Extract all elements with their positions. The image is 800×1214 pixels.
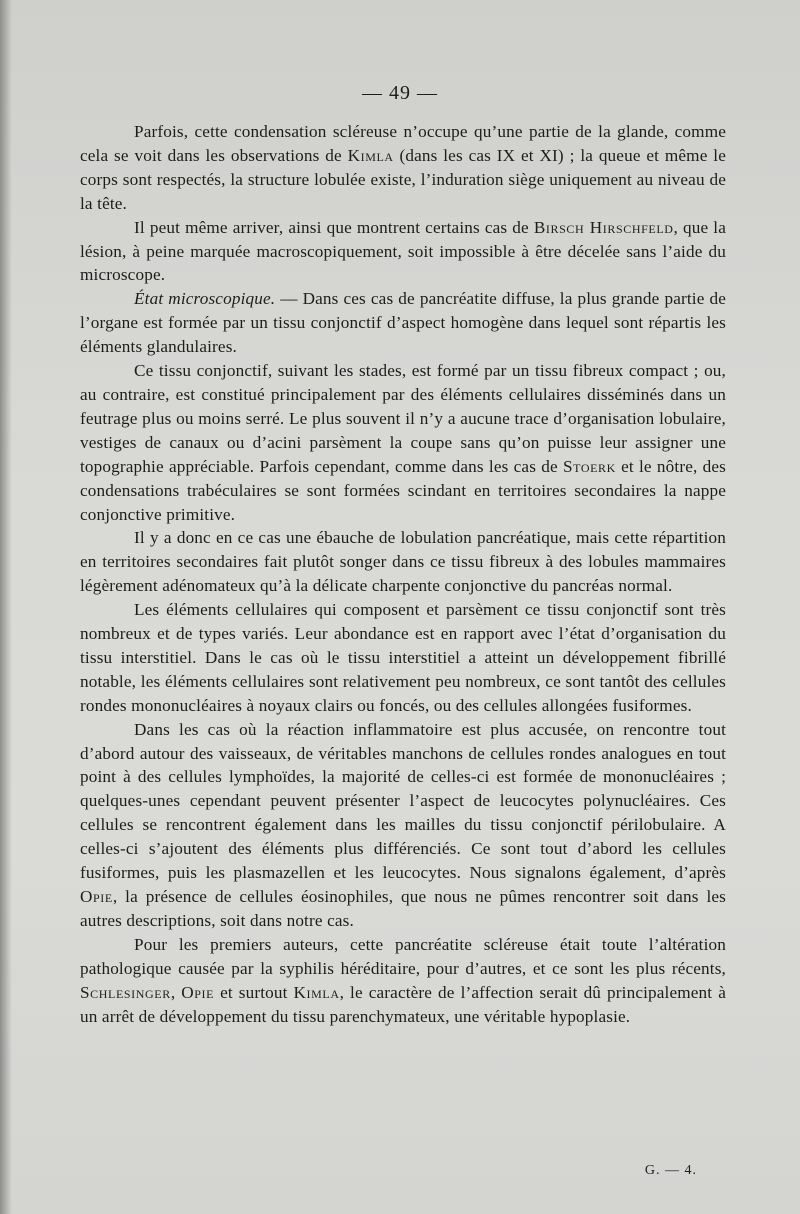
text-run: Dans les cas où la réaction inflammatoire est plus accusée, on rencontre tout d’abord autour des vaisseaux, de véritables manchons de cellules rondes analogues en tout point à des cellules lymphoïdes, la majorité de celles-ci est formée de mononucléaires ; quelques-unes cependant peuvent présenter l’aspect de leucocytes polynucléaires. Ces cellules se rencontrent également dans les mailles du tissu conjonctif périlobulaire. A celles-ci s’ajoutent des éléments plus différenciés. Ce sont tout d’abord les cellules fusiformes, puis les plasmazellen et les leucocytes. Nous signalons également, d’après: [80, 719, 726, 883]
paragraph-3: [80, 287, 726, 359]
paragraph-1: [80, 120, 726, 216]
text-run: Parfois, cette condensation scléreuse n’occupe qu’une partie de la glande, comme cela se voit dans les observations de: [80, 122, 726, 165]
text-run: Ce tissu conjonctif, suivant les stades, est formé par un tissu fibreux compact ; ou, au contraire, est constitué principalement par des éléments cellulaires disséminés dans un feutrage plus ou moins serré. Le plus souvent il n’y a aucune trace d’organisation lobulaire, vestiges de canaux ou d’acini parsèment la coupe sans qu’on puisse leur assigner une topographie appréciable. Parfois cependant, comme dans les cas de: [80, 361, 726, 476]
author-name: Birsch Hirschfeld: [533, 217, 674, 237]
page-number: — 49 —: [362, 82, 438, 104]
printer-signature: G. — 4.: [644, 1163, 697, 1178]
text-run: , le caractère de l’affection serait dû principalement à un arrêt de développement du tissu parenchymateux, une véritable hypoplasie.: [80, 982, 726, 1026]
paragraph-6: [80, 598, 726, 718]
text-run: , que la lésion, à peine marquée macroscopiquement, soit impossible à être décelée sans l’aide du microscope.: [80, 217, 727, 285]
paragraph-7: [80, 718, 726, 933]
text-run: — Dans ces cas de pancréatite diffuse, la plus grande partie de l’organe est formée par un tissu conjonctif d’aspect homogène dans lequel sont répartis les éléments glandulaires.: [80, 289, 726, 357]
paragraph-8: [80, 933, 726, 1029]
author-name: Opie: [181, 982, 215, 1002]
text-run: (dans les cas IX et XI) ; la queue et même le corps sont respectés, la structure lobulée existe, l’induration siège uniquement au niveau de la tête.: [80, 145, 726, 213]
text-run: , la présence de cellules éosinophiles, que nous ne pûmes rencontrer soit dans les autres descriptions, soit dans notre cas.: [80, 887, 726, 930]
text-run: et surtout: [214, 982, 294, 1002]
text-run: Les éléments cellulaires qui composent et parsèment ce tissu conjonctif sont très nombreux et de types variés. Leur abondance est en rapport avec l’état d’organisation du tissu interstitiel. Dans le cas où le tissu interstitiel a atteint un développement fibrillé notable, les éléments cellulaires sont relativement peu nombreux, ce sont tantôt des cellules rondes mononucléaires à noyaux clairs ou foncés, ou des cellules allongées fusiformes.: [80, 600, 726, 715]
text-run: ,: [170, 982, 182, 1002]
text-run: Il y a donc en ce cas une ébauche de lobulation pancréatique, mais cette répartition en territoires secondaires fait plutôt songer dans ce tissu fibreux à des lobules mammaires légèrement adénomateux qu’à la délicate charpente conjonctive du pancréas normal.: [80, 528, 726, 596]
section-heading: État microscopique.: [134, 289, 276, 309]
text-run: Pour les premiers auteurs, cette pancréatite scléreuse était toute l’altération pathologique causée par la syphilis héréditaire, pour d’autres, et ce sont les plus récents,: [80, 934, 726, 978]
paragraph-5: [80, 526, 726, 598]
body-text: [80, 120, 726, 1028]
author-name: Schlesinger: [80, 982, 171, 1002]
author-name: Kimla: [293, 982, 340, 1002]
paragraph-2: [80, 216, 726, 288]
text-run: et le nôtre, des condensations trabéculaires se sont formées scindant en territoires secondaires la nappe conjonctive primitive.: [80, 456, 726, 524]
text-run: Il peut même arriver, ainsi que montrent certains cas de: [134, 217, 534, 237]
author-name: Stoerk: [562, 456, 616, 476]
paragraph-4: [80, 359, 726, 526]
author-name: Kimla: [347, 145, 394, 165]
author-name: Opie: [80, 887, 113, 906]
page-gutter-shadow: [0, 0, 12, 1214]
